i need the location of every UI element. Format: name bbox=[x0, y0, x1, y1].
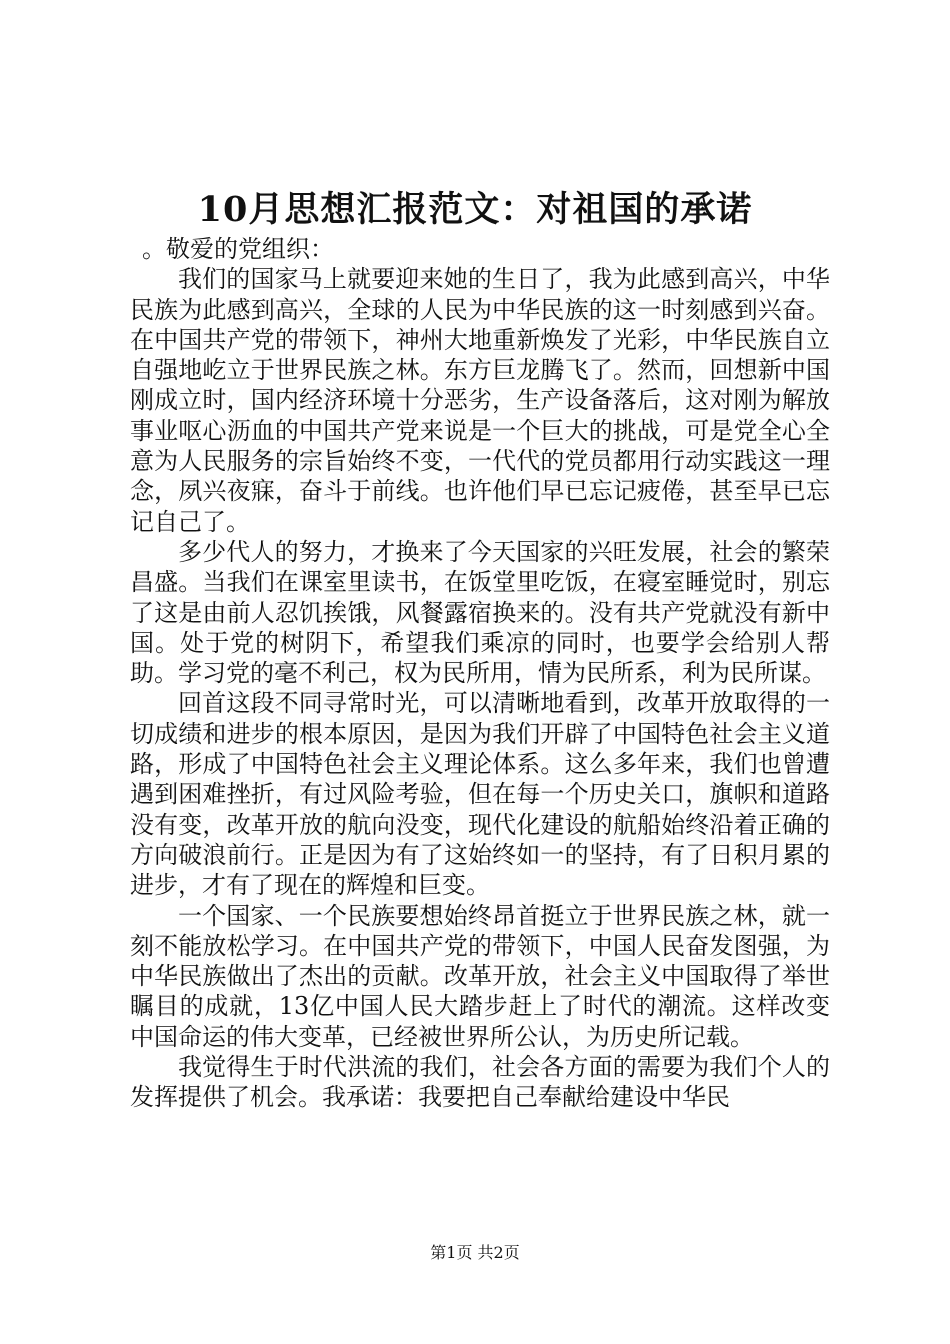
paragraph-4: 一个国家、一个民族要想始终昂首挺立于世界民族之林，就一刻不能放松学习。在中国共产党的带领下，中国人民奋发图强，为中华民族做出了杰出的贡献。改革开放，社会主义中国取得了举世瞩目的成就，13亿中国人民大踏步赶上了时代的潮流。这样改变中国命运的伟大变革，已经被世界所公认，为历史所记载。 bbox=[130, 901, 830, 1051]
document-title: 10月思想汇报范文：对祖国的承诺 bbox=[197, 189, 753, 230]
paragraph-1: 我们的国家马上就要迎来她的生日了，我为此感到高兴，中华民族为此感到高兴，全球的人民为中华民族的这一时刻感到兴奋。在中国共产党的带领下，神州大地重新焕发了光彩，中华民族自立自强地屹立于世界民族之林。东方巨龙腾飞了。然而，回想新中国刚成立时，国内经济环境十分恶劣，生产设备落后，这对刚为解放事业呕心沥血的中国共产党来说是一个巨大的挑战，可是党全心全意为人民服务的宗旨始终不变，一代代的党员都用行动实践这一理念，夙兴夜寐，奋斗于前线。也许他们早已忘记疲倦，甚至早已忘记自己了。 bbox=[130, 265, 830, 536]
page-number-footer: 第1页 共2页 bbox=[430, 1243, 520, 1262]
paragraph-2: 多少代人的努力，才换来了今天国家的兴旺发展，社会的繁荣昌盛。当我们在课室里读书，在饭堂里吃饭，在寝室睡觉时，别忘了这是由前人忍饥挨饿，风餐露宿换来的。没有共产党就没有新中国。处于党的树阴下，希望我们乘凉的同时，也要学会给别人帮助。学习党的毫不利己，权为民所用，情为民所系，利为民所谋。 bbox=[130, 537, 830, 688]
salutation: 。敬爱的党组织： bbox=[142, 235, 334, 263]
document-body bbox=[130, 234, 830, 1113]
paragraph-3: 回首这段不同寻常时光，可以清晰地看到，改革开放取得的一切成绩和进步的根本原因，是因为我们开辟了中国特色社会主义道路，形成了中国特色社会主义理论体系。这么多年来，我们也曾遭遇到困难挫折，有过风险考验，但在每一个历史关口，旗帜和道路没有变，改革开放的航向没变，现代化建设的航船始终沿着正确的方向破浪前行。正是因为有了这始终如一的坚持，有了日积月累的进步，才有了现在的辉煌和巨变。 bbox=[130, 689, 830, 900]
paragraph-5: 我觉得生于时代洪流的我们，社会各方面的需要为我们个人的发挥提供了机会。我承诺：我要把自己奉献给建设中华民 bbox=[130, 1053, 830, 1112]
